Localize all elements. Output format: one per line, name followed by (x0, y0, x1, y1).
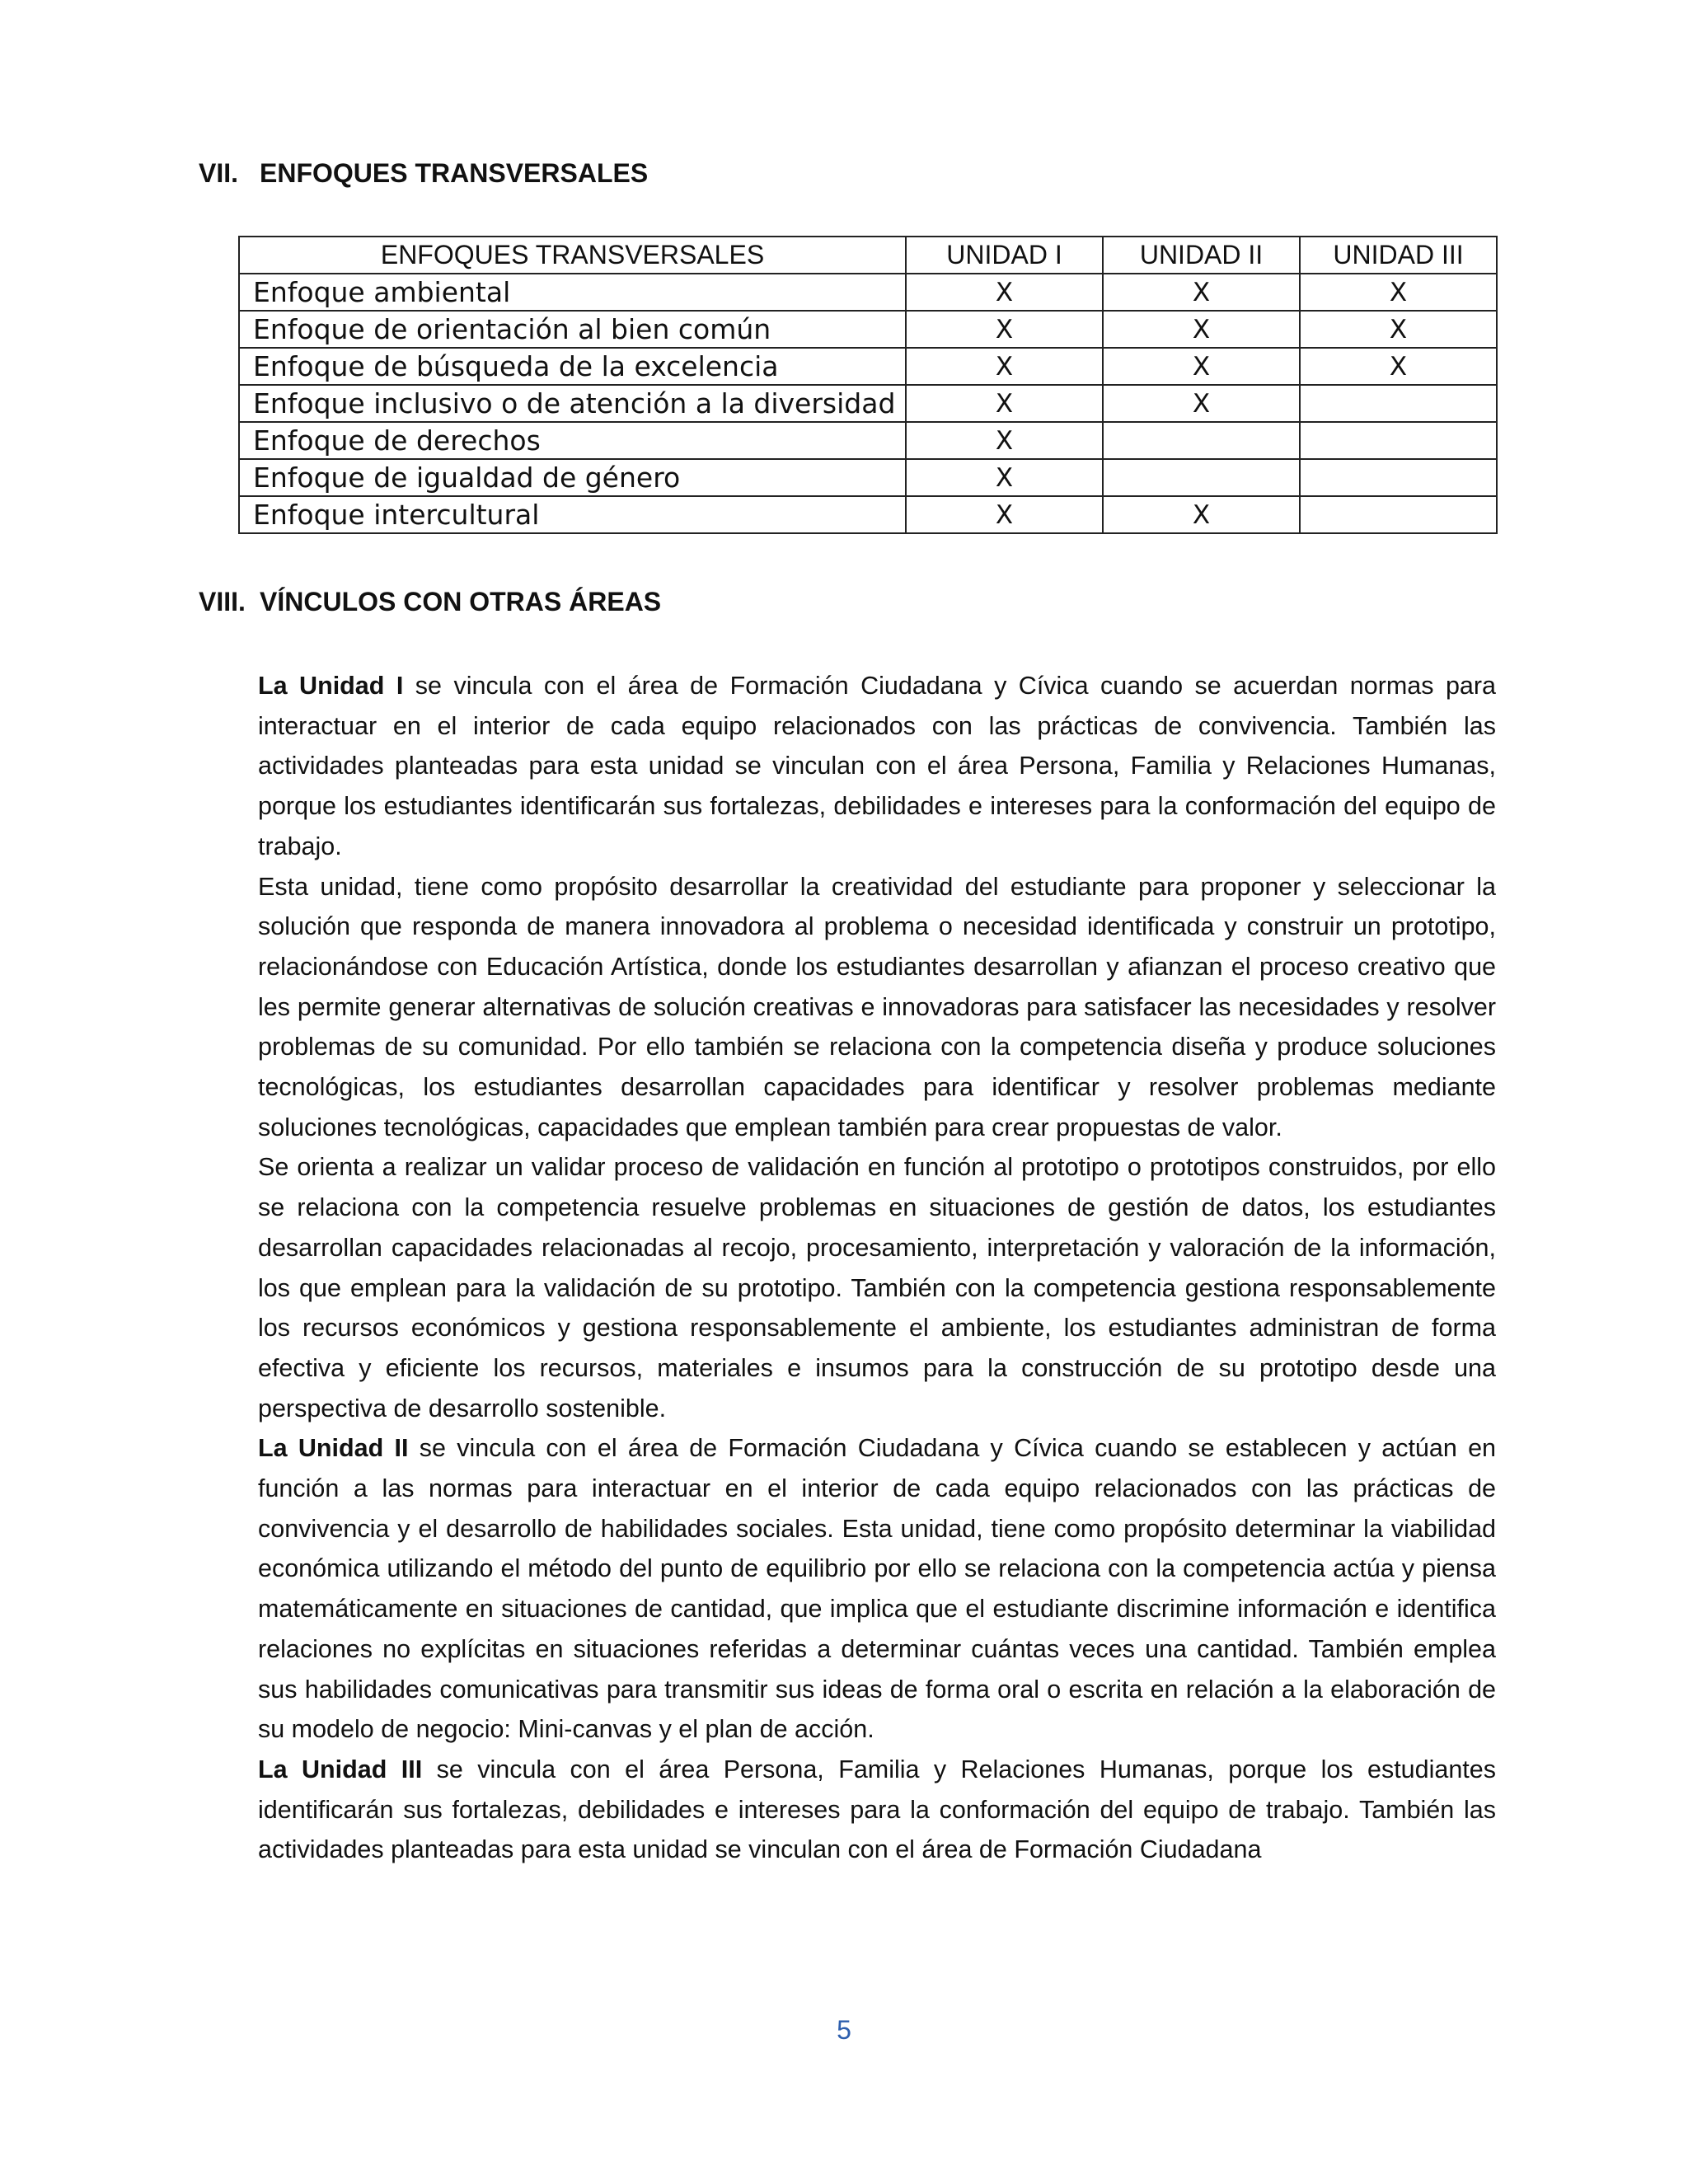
paragraph-text: se vincula con el área de Formación Ciudadana y Cívica cuando se acuerdan normas para interactuar en el interior de cada equipo relacionados con las prácticas de convivencia. También las actividades planteadas para esta unidad se vinculan con el área Persona, Familia y Relaciones Humanas, porque los estudiantes identificarán sus fortalezas, debilidades e intereses para la conformación del equipo de trabajo. (258, 672, 1497, 860)
section-heading-viii (199, 587, 661, 617)
unidad-ii-mark: X (1103, 274, 1300, 311)
enfoque-name: Enfoque de derechos (239, 422, 906, 459)
unidad-ii-mark (1103, 422, 1300, 459)
unidad-ii-mark: X (1103, 348, 1300, 385)
unidad-i-mark: X (906, 274, 1103, 311)
vinculos-body (258, 666, 1496, 1870)
table-header: UNIDAD I (906, 237, 1103, 274)
unidad-i-mark: X (906, 348, 1103, 385)
paragraph-lead: La Unidad II (258, 1434, 409, 1463)
table-row (239, 311, 1497, 348)
unidad-ii-mark: X (1103, 496, 1300, 533)
paragraph-unidad-ii (258, 1428, 1496, 1750)
unidad-i-mark: X (906, 459, 1103, 496)
table-row (239, 422, 1497, 459)
unidad-iii-mark (1300, 385, 1497, 422)
paragraph-text: se vincula con el área Persona, Familia y Relaciones Humanas, porque los estudiantes identificarán sus fortalezas, debilidades e intereses para la conformación del equipo de trabajo. También las actividades planteadas para esta unidad se vinculan con el área de Formación Ciudadana (258, 1755, 1496, 1864)
page-number: 5 (837, 2015, 851, 2045)
section-number: VII. (199, 158, 239, 188)
section-title: ENFOQUES TRANSVERSALES (260, 158, 649, 188)
paragraph-text: Esta unidad, tiene como propósito desarrollar la creatividad del estudiante para proponer y seleccionar la solución que responda de manera innovadora al problema o necesidad identificada y construir un prototipo, relacionándose con Educación Artística, donde los estudiantes desarrollan y afianzan el proceso creativo que les permite generar alternativas de solución creativas e innovadoras para satisfacer las necesidades y resolver problemas de su comunidad. Por ello también se relaciona con la competencia diseña y produce soluciones tecnológicas, los estudiantes desarrollan capacidades para identificar y resolver problemas mediante soluciones tecnológicas, capacidades que emplean también para crear propuestas de valor. (258, 872, 1496, 1141)
unidad-i-mark: X (906, 496, 1103, 533)
unidad-ii-mark: X (1103, 385, 1300, 422)
paragraph-lead: La Unidad III (258, 1755, 423, 1783)
section-title: VÍNCULOS CON OTRAS ÁREAS (260, 587, 662, 616)
enfoque-name: Enfoque ambiental (239, 274, 906, 311)
unidad-ii-mark: X (1103, 311, 1300, 348)
unidad-iii-mark (1300, 422, 1497, 459)
unidad-iii-mark: X (1300, 311, 1497, 348)
enfoques-table (238, 236, 1498, 534)
table-header-row (239, 237, 1497, 274)
table-header: UNIDAD III (1300, 237, 1497, 274)
enfoque-name: Enfoque inclusivo o de atención a la diversidad (239, 385, 906, 422)
table-row (239, 496, 1497, 533)
unidad-iii-mark (1300, 459, 1497, 496)
unidad-iii-mark (1300, 496, 1497, 533)
unidad-i-mark: X (906, 311, 1103, 348)
unidad-iii-mark: X (1300, 274, 1497, 311)
table-row (239, 348, 1497, 385)
unidad-ii-mark (1103, 459, 1300, 496)
unidad-i-mark: X (906, 385, 1103, 422)
paragraph-unidad-iii (258, 1750, 1496, 1870)
paragraph-unidad-i (258, 666, 1496, 867)
enfoque-name: Enfoque de orientación al bien común (239, 311, 906, 348)
paragraph-lead: La Unidad I (258, 672, 404, 700)
paragraph (258, 867, 1496, 1148)
table-row (239, 459, 1497, 496)
unidad-iii-mark: X (1300, 348, 1497, 385)
table-row (239, 385, 1497, 422)
section-heading-vii (199, 158, 648, 189)
table-header: ENFOQUES TRANSVERSALES (239, 237, 906, 274)
paragraph-text: se vincula con el área de Formación Ciudadana y Cívica cuando se establecen y actúan en función a las normas para interactuar en el interior de cada equipo relacionados con las prácticas de convivencia y el desarrollo de habilidades sociales. Esta unidad, tiene como propósito determinar la viabilidad económica utilizando el método del punto de equilibrio por ello se relaciona con la competencia actúa y piensa matemáticamente en situaciones de cantidad, que implica que el estudiante discrimine información e identifica relaciones no explícitas en situaciones referidas a determinar cuántas veces una cantidad. También emplea sus habilidades comunicativas para transmitir sus ideas de forma oral o escrita en relación a la elaboración de su modelo de negocio: Mini-canvas y el plan de acción. (258, 1434, 1497, 1744)
paragraph (258, 1147, 1496, 1428)
enfoque-name: Enfoque de igualdad de género (239, 459, 906, 496)
paragraph-text: Se orienta a realizar un validar proceso de validación en función al prototipo o prototipos construidos, por ello se relaciona con la competencia resuelve problemas en situaciones de gestión de datos, los estudiantes desarrollan capacidades relacionadas al recojo, procesamiento, interpretación y valoración de la información, los que emplean para la validación de su prototipo. También con la competencia gestiona responsablemente los recursos económicos y gestiona responsablemente el ambiente, los estudiantes administran de forma efectiva y eficiente los recursos, materiales e insumos para la construcción de su prototipo desde una perspectiva de desarrollo sostenible. (258, 1153, 1496, 1422)
unidad-i-mark: X (906, 422, 1103, 459)
section-number: VIII. (199, 587, 246, 616)
table-header: UNIDAD II (1103, 237, 1300, 274)
enfoque-name: Enfoque intercultural (239, 496, 906, 533)
table-row (239, 274, 1497, 311)
enfoque-name: Enfoque de búsqueda de la excelencia (239, 348, 906, 385)
